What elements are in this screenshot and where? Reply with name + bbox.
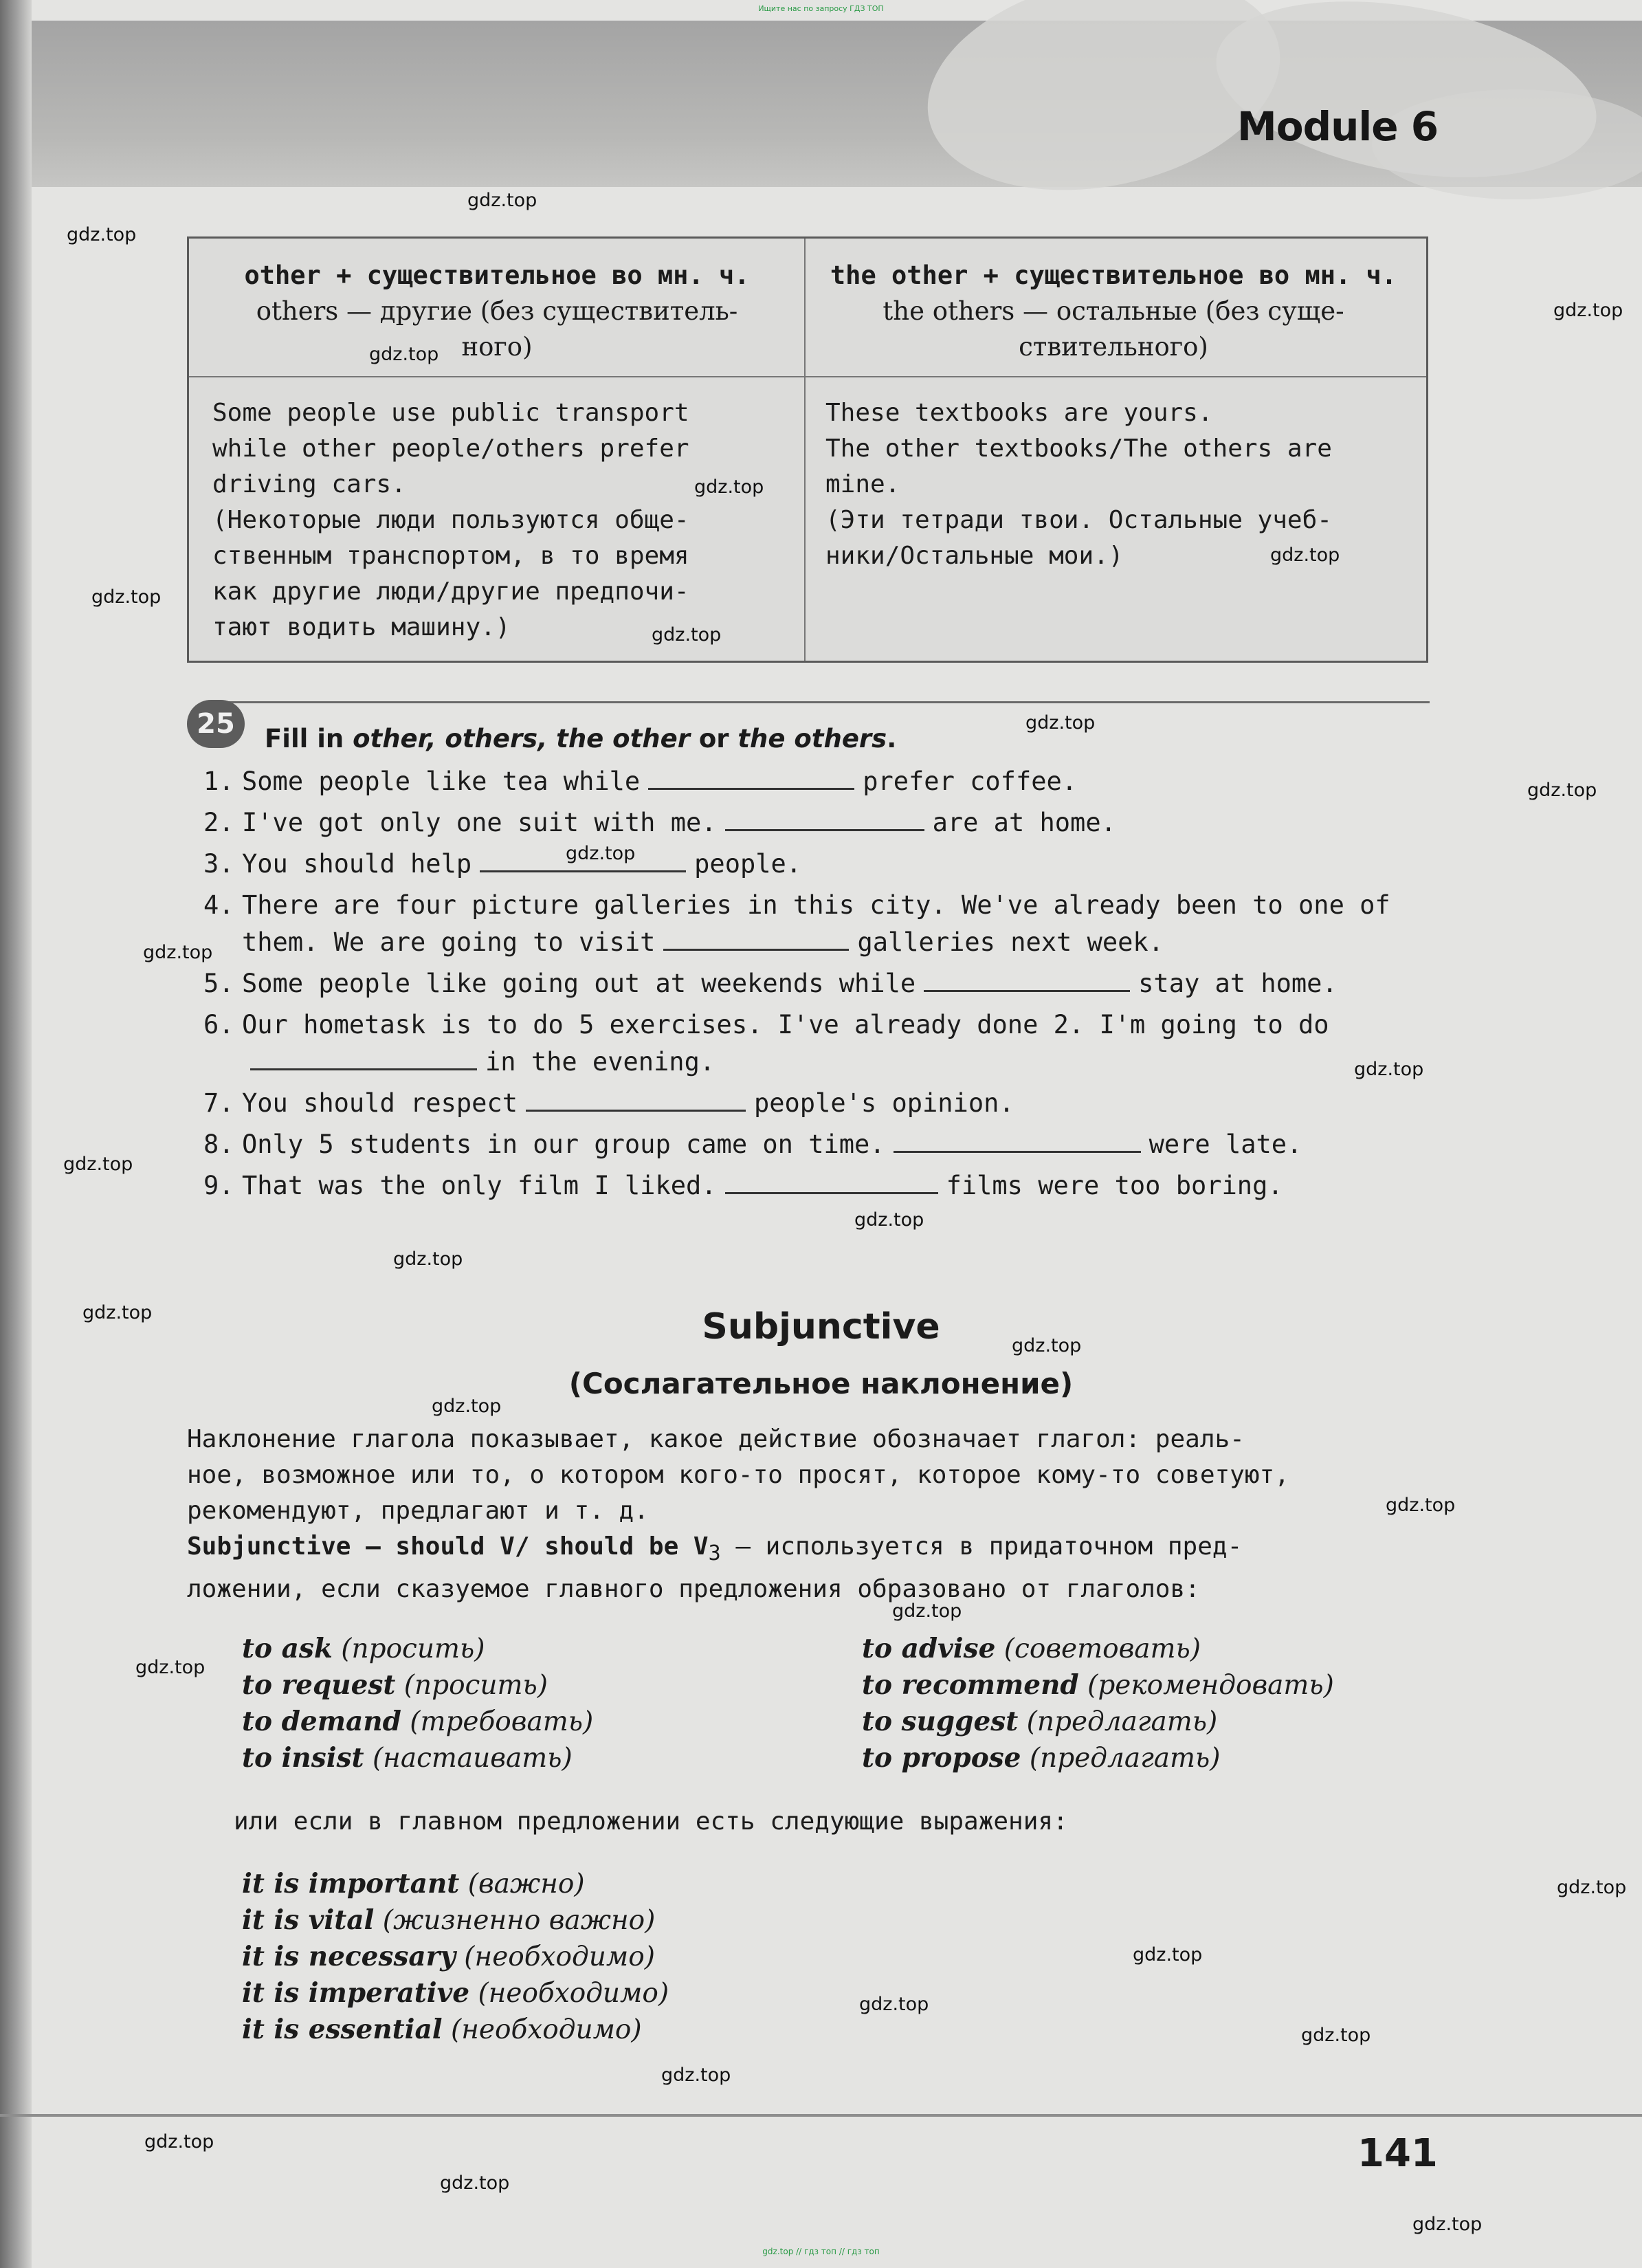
expression-gloss: (важно): [467, 1869, 585, 1900]
exercise-item: [203, 888, 1434, 923]
item-number: 3.: [203, 849, 234, 879]
watermark-text: gdz.top: [661, 2065, 731, 2086]
watermark-text: gdz.top: [1386, 1495, 1456, 1516]
example-line: mine.: [825, 470, 900, 498]
verb-term: to suggest: [862, 1706, 1019, 1737]
answer-blank[interactable]: [894, 1127, 1141, 1153]
head-line: others — другие (без существитель-: [256, 296, 738, 326]
table-divider: [189, 376, 1426, 377]
instruction-words: other, others, the other: [353, 724, 690, 753]
watermark-text: gdz.top: [82, 1302, 153, 1323]
answer-blank[interactable]: [250, 1045, 477, 1070]
watermark-text: gdz.top: [892, 1600, 962, 1622]
watermark-text: gdz.top: [859, 1994, 929, 2015]
item-text: Our hometask is to do 5 exercises. I've already done 2. I'm going to do: [242, 1010, 1329, 1039]
right-head-cell: [811, 258, 1416, 365]
head-line: ного): [461, 332, 533, 362]
watermark-text: gdz.top: [1301, 2025, 1371, 2046]
verb-term: to propose: [862, 1742, 1021, 1774]
or-line: или если в главном предложении есть следующие выражения:: [234, 1807, 1068, 1836]
watermark-text: gdz.top: [1527, 780, 1597, 801]
verb-gloss: (предлагать): [1026, 1706, 1218, 1737]
watermark-text: gdz.top: [1025, 712, 1096, 734]
example-line: ственным транспортом, в то время: [212, 542, 689, 570]
exercise-instructions: [265, 724, 896, 753]
example-line: Some people use public transport: [212, 399, 689, 427]
expression-term: it is important: [242, 1868, 460, 1900]
verb-gloss: (требовать): [410, 1706, 594, 1737]
expression-list: [242, 1866, 669, 2048]
answer-blank[interactable]: [725, 806, 924, 831]
bottom-watermark: gdz.top // гдз топ // гдз топ: [762, 2247, 880, 2256]
item-number: 1.: [203, 767, 234, 796]
item-number: 4.: [203, 890, 234, 920]
expression-term: it is vital: [242, 1904, 375, 1936]
example-line: while other people/others prefer: [212, 434, 689, 463]
head-line: other + существительное во мн. ч.: [244, 261, 750, 290]
instruction-text: or: [689, 724, 738, 753]
head-line: ствительного): [1019, 332, 1208, 362]
answer-blank[interactable]: [648, 764, 854, 790]
example-line: These textbooks are yours.: [825, 399, 1213, 427]
item-text: galleries next week.: [857, 927, 1164, 957]
item-text: There are four picture galleries in this city. We've already been to one of: [242, 890, 1390, 920]
expression-term: it is necessary: [242, 1941, 456, 1972]
item-text: Some people like going out at weekends while: [242, 969, 916, 998]
instruction-text: Fill in: [265, 724, 353, 753]
exercise-number-badge: 25: [187, 700, 245, 748]
watermark-text: gdz.top: [1133, 1944, 1203, 1966]
example-line: driving cars.: [212, 470, 406, 498]
example-line: (Некоторые люди пользуются обще-: [212, 506, 689, 534]
left-example-cell: [212, 395, 803, 646]
item-text: people.: [694, 849, 802, 879]
module-title: Module 6: [1237, 103, 1439, 150]
section-paragraph: [187, 1422, 1431, 1529]
item-text: You should help: [242, 849, 472, 879]
verb-list-right: [862, 1631, 1334, 1776]
verb-gloss: (просить): [403, 1670, 548, 1701]
verb-term: to recommend: [862, 1669, 1079, 1701]
paragraph-line: ное, возможное или то, о котором кого-то просят, которое кому-то советуют,: [187, 1461, 1289, 1489]
expression-gloss: (необходимо): [450, 2014, 642, 2045]
example-line: ники/Остальные мои.): [825, 542, 1124, 570]
item-text: You should respect: [242, 1088, 518, 1118]
item-number: 9.: [203, 1171, 234, 1200]
verb-gloss: (настаивать): [372, 1743, 573, 1774]
watermark-text: gdz.top: [467, 190, 537, 211]
paragraph-text: — используется в придаточном пред-: [720, 1532, 1243, 1561]
page-edge-shadow: [0, 0, 32, 2268]
verb-term: to advise: [862, 1633, 996, 1664]
item-text: were late.: [1149, 1130, 1302, 1159]
item-number: 6.: [203, 1010, 234, 1039]
example-line: The other textbooks/The others are: [825, 434, 1332, 463]
example-line: как другие люди/другие предпочи-: [212, 577, 689, 606]
answer-blank[interactable]: [924, 967, 1130, 992]
verb-term: to request: [242, 1669, 396, 1701]
verb-term: to insist: [242, 1742, 364, 1774]
answer-blank[interactable]: [725, 1169, 938, 1194]
expression-term: it is essential: [242, 2014, 443, 2045]
paragraph-line: Наклонение глагола показывает, какое действие обозначает глагол: реаль-: [187, 1425, 1245, 1453]
verb-term: to ask: [242, 1633, 333, 1664]
exercise-item-continued: [203, 925, 1434, 960]
watermark-text: gdz.top: [1412, 2214, 1483, 2235]
watermark-text: gdz.top: [1354, 1059, 1424, 1080]
expression-gloss: (жизненно важно): [382, 1905, 656, 1936]
exercise-item: [203, 1086, 1434, 1121]
exercise-item: [203, 1127, 1434, 1162]
watermark-text: gdz.top: [432, 1396, 502, 1417]
watermark-text: gdz.top: [1270, 544, 1340, 566]
item-text: Some people like tea while: [242, 767, 641, 796]
verb-list-left: [242, 1631, 593, 1776]
item-text: That was the only film I liked.: [242, 1171, 717, 1200]
watermark-text: gdz.top: [369, 344, 439, 365]
item-number: 8.: [203, 1130, 234, 1159]
verb-gloss: (советовать): [1003, 1633, 1201, 1664]
expression-gloss: (необходимо): [478, 1978, 669, 2009]
item-number: 5.: [203, 969, 234, 998]
paragraph-line: ложении, если сказуемое главного предложения образовано от глаголов:: [187, 1575, 1200, 1604]
watermark-text: gdz.top: [1557, 1877, 1627, 1898]
item-text: people's opinion.: [753, 1088, 1014, 1118]
exercise-item: [203, 1169, 1434, 1203]
footer-rule: [0, 2114, 1642, 2117]
item-text: stay at home.: [1138, 969, 1338, 998]
item-number: 2.: [203, 808, 234, 837]
verb-gloss: (предлагать): [1029, 1743, 1221, 1774]
watermark-text: gdz.top: [694, 476, 764, 498]
exercise-item: [203, 967, 1434, 1001]
section-subtitle: (Сослагательное наклонение): [568, 1367, 1074, 1400]
item-text: them. We are going to visit: [242, 927, 656, 957]
instruction-text: .: [887, 724, 897, 753]
verb-gloss: (рекомендовать): [1087, 1670, 1334, 1701]
exercise-item: [203, 847, 1434, 881]
rule-subscript: 3: [708, 1541, 721, 1566]
exercise-rule: [206, 701, 1430, 703]
watermark-text: gdz.top: [652, 624, 722, 646]
watermark-text: gdz.top: [67, 224, 137, 245]
exercise-item: [203, 764, 1434, 799]
head-line: the other + существительное во мн. ч.: [830, 261, 1397, 290]
page-number: 141: [1357, 2131, 1438, 2176]
head-line: the others — остальные (без суще-: [883, 296, 1344, 326]
exercise-item-continued: [203, 1045, 1434, 1079]
paragraph-line: рекомендуют, предлагают и т. д.: [187, 1497, 649, 1525]
left-head-cell: [195, 258, 799, 365]
section-paragraph: [187, 1529, 1431, 1607]
expression-term: it is imperative: [242, 1977, 470, 2009]
watermark-text: gdz.top: [63, 1154, 133, 1175]
example-line: (Эти тетради твои. Остальные учеб-: [825, 506, 1332, 534]
answer-blank[interactable]: [663, 925, 849, 951]
verb-term: to demand: [242, 1706, 401, 1737]
table-divider: [804, 239, 806, 661]
item-text: I've got only one suit with me.: [242, 808, 717, 837]
section-title: Subjunctive: [702, 1306, 940, 1347]
example-line: тают водить машину.): [212, 613, 511, 641]
watermark-text: gdz.top: [854, 1209, 924, 1231]
verb-gloss: (просить): [341, 1633, 485, 1664]
exercise-item: [203, 1008, 1434, 1042]
answer-blank[interactable]: [526, 1086, 746, 1112]
watermark-text: gdz.top: [1553, 300, 1623, 321]
watermark-text: gdz.top: [1012, 1335, 1082, 1356]
watermark-text: gdz.top: [91, 586, 162, 608]
item-text: films were too boring.: [946, 1171, 1283, 1200]
top-watermark: Ищите нас по запросу ГДЗ ТОП: [758, 4, 884, 13]
expression-gloss: (необходимо): [464, 1941, 655, 1972]
watermark-text: gdz.top: [566, 843, 636, 864]
watermark-text: gdz.top: [440, 2172, 510, 2194]
item-text: in the evening.: [485, 1047, 715, 1077]
watermark-text: gdz.top: [393, 1248, 463, 1270]
watermark-text: gdz.top: [143, 942, 213, 963]
watermark-text: gdz.top: [144, 2131, 214, 2153]
item-text: are at home.: [932, 808, 1116, 837]
item-text: prefer coffee.: [863, 767, 1078, 796]
exercise-item: [203, 806, 1434, 840]
rule-formula: Subjunctive — should V/ should be V: [187, 1532, 709, 1561]
instruction-words: the others: [737, 724, 887, 753]
item-text: Only 5 students in our group came on time.: [242, 1130, 885, 1159]
watermark-text: gdz.top: [135, 1657, 206, 1678]
item-number: 7.: [203, 1088, 234, 1118]
grammar-table: [187, 236, 1428, 663]
